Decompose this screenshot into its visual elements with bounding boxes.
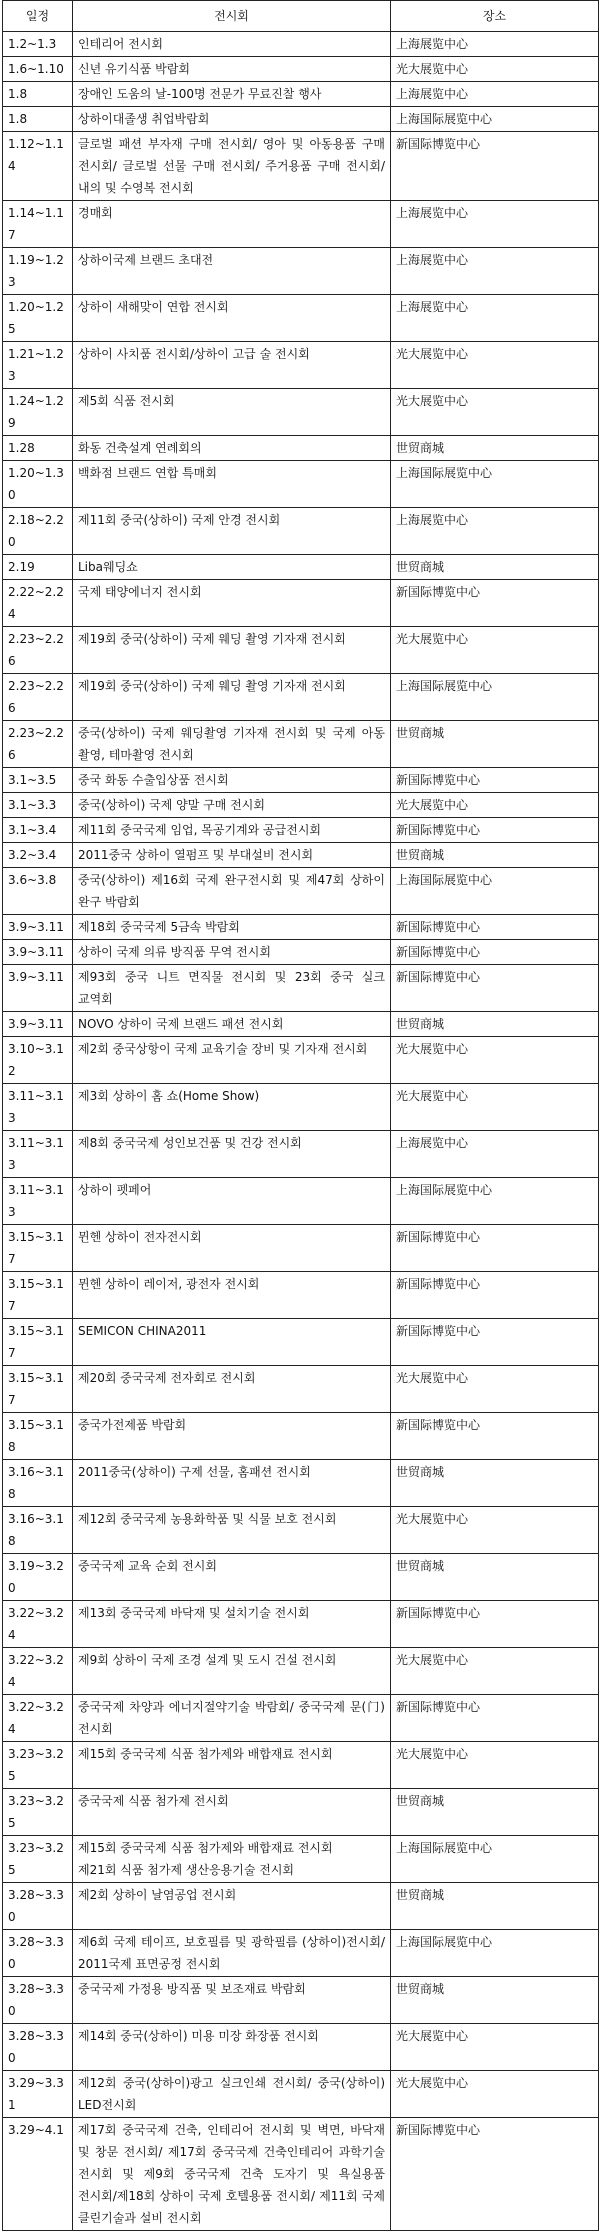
exhibition-cell: 백화점 브랜드 연합 특매회	[73, 461, 391, 508]
table-row	[3, 965, 599, 1012]
date-cell: 3.23~3.25	[3, 1789, 73, 1836]
table-row	[3, 1695, 599, 1742]
date-cell: 3.15~3.17	[3, 1272, 73, 1319]
header-row	[3, 1, 599, 32]
table-row	[3, 1319, 599, 1366]
table-row	[3, 1789, 599, 1836]
date-cell: 1.12~1.14	[3, 132, 73, 201]
table-row	[3, 1272, 599, 1319]
exhibition-cell: 제15회 중국국제 식품 첨가제와 배합재료 전시회 제21회 식품 첨가제 생산응용기술 전시회	[73, 1836, 391, 1883]
venue-cell: 新国际博览中心	[391, 940, 599, 965]
date-cell: 2.23~2.26	[3, 627, 73, 674]
date-cell: 3.9~3.11	[3, 940, 73, 965]
venue-cell: 上海展览中心	[391, 248, 599, 295]
table-row	[3, 1601, 599, 1648]
venue-cell: 新国际博览中心	[391, 1272, 599, 1319]
table-row	[3, 1037, 599, 1084]
venue-cell: 上海展览中心	[391, 295, 599, 342]
table-row	[3, 508, 599, 555]
table-row	[3, 915, 599, 940]
venue-cell: 上海国际展览中心	[391, 1178, 599, 1225]
venue-cell: 世贸商城	[391, 1460, 599, 1507]
venue-cell: 光大展览中心	[391, 1084, 599, 1131]
venue-cell: 新国际博览中心	[391, 2118, 599, 2231]
date-cell: 1.8	[3, 107, 73, 132]
date-cell: 1.19~1.23	[3, 248, 73, 295]
venue-cell: 光大展览中心	[391, 793, 599, 818]
table-row	[3, 295, 599, 342]
exhibition-cell: 화동 건축설계 연례회의	[73, 436, 391, 461]
table-row	[3, 1413, 599, 1460]
table-row	[3, 1131, 599, 1178]
date-cell: 1.21~1.23	[3, 342, 73, 389]
table-row	[3, 201, 599, 248]
date-cell: 3.29~4.1	[3, 2118, 73, 2231]
exhibition-cell: 상하이국제 브랜드 초대전	[73, 248, 391, 295]
venue-cell: 新国际博览中心	[391, 1225, 599, 1272]
venue-cell: 世贸商城	[391, 1012, 599, 1037]
venue-cell: 世贸商城	[391, 721, 599, 768]
venue-cell: 上海国际展览中心	[391, 1930, 599, 1977]
date-cell: 1.24~1.29	[3, 389, 73, 436]
exhibition-cell: 뮌헨 상하이 레이저, 광전자 전시회	[73, 1272, 391, 1319]
table-row	[3, 868, 599, 915]
exhibition-cell: 제13회 중국국제 바닥재 및 설치기술 전시회	[73, 1601, 391, 1648]
venue-cell: 新国际博览中心	[391, 580, 599, 627]
table-row	[3, 627, 599, 674]
table-row	[3, 1648, 599, 1695]
venue-cell: 世贸商城	[391, 843, 599, 868]
exhibition-cell: 제3회 상하이 홈 쇼(Home Show)	[73, 1084, 391, 1131]
date-cell: 3.28~3.30	[3, 1930, 73, 1977]
date-cell: 3.10~3.12	[3, 1037, 73, 1084]
exhibition-cell: 중국국제 차양과 에너지절약기술 박람회/ 중국국제 문(门) 전시회	[73, 1695, 391, 1742]
exhibition-cell: 제12회 중국(상하이)광고 실크인쇄 전시회/ 중국(상하이) LED전시회	[73, 2071, 391, 2118]
table-row	[3, 1366, 599, 1413]
venue-cell: 新国际博览中心	[391, 1601, 599, 1648]
exhibition-cell: 제12회 중국국제 농용화학품 및 식물 보호 전시회	[73, 1507, 391, 1554]
exhibition-cell: 제6회 국제 테이프, 보호필름 및 광학필름 (상하이)전시회/ 2011국제 표면공정 전시회	[73, 1930, 391, 1977]
exhibition-cell: 중국 화동 수출입상품 전시회	[73, 768, 391, 793]
date-cell: 3.16~3.18	[3, 1460, 73, 1507]
table-row	[3, 2071, 599, 2118]
table-row	[3, 1225, 599, 1272]
schedule-body	[3, 32, 599, 2231]
table-row	[3, 1178, 599, 1225]
date-cell: 1.6~1.10	[3, 57, 73, 82]
venue-cell: 光大展览中心	[391, 1648, 599, 1695]
venue-cell: 光大展览中心	[391, 2024, 599, 2071]
table-row	[3, 32, 599, 57]
venue-column-header: 장소	[391, 1, 599, 32]
date-cell: 2.23~2.26	[3, 721, 73, 768]
exhibition-cell: 제20회 중국국제 전자회로 전시회	[73, 1366, 391, 1413]
date-cell: 2.23~2.26	[3, 674, 73, 721]
exhibition-cell: NOVO 상하이 국제 브랜드 패션 전시회	[73, 1012, 391, 1037]
table-row	[3, 132, 599, 201]
venue-cell: 光大展览中心	[391, 1366, 599, 1413]
exhibition-cell: 중국국제 교육 순회 전시회	[73, 1554, 391, 1601]
exhibition-cell: 국제 태양에너지 전시회	[73, 580, 391, 627]
venue-cell: 上海国际展览中心	[391, 674, 599, 721]
exhibition-cell: 제15회 중국국제 식품 첨가제와 배합재료 전시회	[73, 1742, 391, 1789]
exhibition-cell: 신년 유기식품 박람회	[73, 57, 391, 82]
date-cell: 1.8	[3, 82, 73, 107]
exhibition-cell: 제14회 중국(상하이) 미용 미장 화장품 전시회	[73, 2024, 391, 2071]
venue-cell: 世贸商城	[391, 555, 599, 580]
table-row	[3, 1084, 599, 1131]
date-cell: 1.28	[3, 436, 73, 461]
venue-cell: 光大展览中心	[391, 1742, 599, 1789]
exhibition-cell: 경매회	[73, 201, 391, 248]
date-cell: 3.15~3.18	[3, 1413, 73, 1460]
exhibition-cell: 상하이 사치품 전시회/상하이 고급 술 전시회	[73, 342, 391, 389]
exhibition-cell: 제19회 중국(상하이) 국제 웨딩 촬영 기자재 전시회	[73, 674, 391, 721]
table-row	[3, 818, 599, 843]
exhibition-cell: 제5회 식품 전시회	[73, 389, 391, 436]
exhibition-cell: 제2회 상하이 날염공업 전시회	[73, 1883, 391, 1930]
table-row	[3, 389, 599, 436]
exhibition-cell: SEMICON CHINA2011	[73, 1319, 391, 1366]
date-cell: 3.16~3.18	[3, 1507, 73, 1554]
exhibition-cell: 제93회 중국 니트 면직물 전시회 및 23회 중국 실크 교역회	[73, 965, 391, 1012]
venue-cell: 新国际博览中心	[391, 132, 599, 201]
date-cell: 3.11~3.13	[3, 1178, 73, 1225]
date-cell: 3.29~3.31	[3, 2071, 73, 2118]
table-row	[3, 940, 599, 965]
venue-cell: 上海国际展览中心	[391, 107, 599, 132]
table-row	[3, 793, 599, 818]
exhibition-cell: 중국국제 가정용 방직품 및 보조재료 박람회	[73, 1977, 391, 2024]
table-row	[3, 674, 599, 721]
date-cell: 3.2~3.4	[3, 843, 73, 868]
venue-cell: 光大展览中心	[391, 342, 599, 389]
exhibition-column-header: 전시회	[73, 1, 391, 32]
table-row	[3, 2118, 599, 2231]
date-cell: 2.22~2.24	[3, 580, 73, 627]
date-cell: 3.9~3.11	[3, 915, 73, 940]
exhibition-cell: Liba웨딩쇼	[73, 555, 391, 580]
date-cell: 1.20~1.25	[3, 295, 73, 342]
table-row	[3, 843, 599, 868]
date-cell: 3.6~3.8	[3, 868, 73, 915]
exhibition-cell: 상하이대졸생 취업박람회	[73, 107, 391, 132]
table-row	[3, 82, 599, 107]
venue-cell: 新国际博览中心	[391, 768, 599, 793]
date-cell: 3.23~3.25	[3, 1836, 73, 1883]
exhibition-cell: 상하이 국제 의류 방직품 무역 전시회	[73, 940, 391, 965]
venue-cell: 上海展览中心	[391, 32, 599, 57]
date-cell: 3.15~3.17	[3, 1366, 73, 1413]
date-cell: 3.28~3.30	[3, 1883, 73, 1930]
exhibition-cell: 제11회 중국(상하이) 국제 안경 전시회	[73, 508, 391, 555]
venue-cell: 光大展览中心	[391, 1507, 599, 1554]
exhibition-cell: 장애인 도움의 날-100명 전문가 무료진찰 행사	[73, 82, 391, 107]
venue-cell: 光大展览中心	[391, 57, 599, 82]
table-row	[3, 555, 599, 580]
date-cell: 3.11~3.13	[3, 1131, 73, 1178]
date-column-header: 일정	[3, 1, 73, 32]
exhibition-cell: 중국(상하이) 제16회 국제 완구전시회 및 제47회 상하이 완구 박람회	[73, 868, 391, 915]
table-row	[3, 342, 599, 389]
exhibition-cell: 제19회 중국(상하이) 국제 웨딩 촬영 기자재 전시회	[73, 627, 391, 674]
date-cell: 3.28~3.30	[3, 2024, 73, 2071]
exhibition-schedule-table	[2, 0, 599, 2231]
table-row	[3, 1507, 599, 1554]
table-row	[3, 721, 599, 768]
exhibition-schedule-sheet	[2, 0, 598, 2231]
date-cell: 3.22~3.24	[3, 1648, 73, 1695]
table-row	[3, 248, 599, 295]
venue-cell: 新国际博览中心	[391, 965, 599, 1012]
venue-cell: 新国际博览中心	[391, 915, 599, 940]
exhibition-cell: 2011중국 상하이 열펌프 및 부대설비 전시회	[73, 843, 391, 868]
date-cell: 1.2~1.3	[3, 32, 73, 57]
date-cell: 3.1~3.4	[3, 818, 73, 843]
venue-cell: 上海展览中心	[391, 82, 599, 107]
venue-cell: 上海展览中心	[391, 1131, 599, 1178]
venue-cell: 世贸商城	[391, 436, 599, 461]
date-cell: 3.23~3.25	[3, 1742, 73, 1789]
venue-cell: 新国际博览中心	[391, 818, 599, 843]
venue-cell: 上海展览中心	[391, 508, 599, 555]
date-cell: 3.28~3.30	[3, 1977, 73, 2024]
date-cell: 3.22~3.24	[3, 1695, 73, 1742]
table-row	[3, 1012, 599, 1037]
table-row	[3, 1930, 599, 1977]
venue-cell: 光大展览中心	[391, 2071, 599, 2118]
exhibition-cell: 상하이 펫페어	[73, 1178, 391, 1225]
table-row	[3, 1977, 599, 2024]
exhibition-cell: 제2회 중국상항이 국제 교육기술 장비 및 기자재 전시회	[73, 1037, 391, 1084]
date-cell: 3.1~3.5	[3, 768, 73, 793]
exhibition-cell: 중국(상하이) 국제 양말 구매 전시회	[73, 793, 391, 818]
exhibition-cell: 중국가전제품 박람회	[73, 1413, 391, 1460]
venue-cell: 新国际博览中心	[391, 1319, 599, 1366]
table-row	[3, 1554, 599, 1601]
exhibition-cell: 중국국제 식품 첨가제 전시회	[73, 1789, 391, 1836]
date-cell: 3.11~3.13	[3, 1084, 73, 1131]
table-row	[3, 1742, 599, 1789]
table-row	[3, 57, 599, 82]
venue-cell: 上海国际展览中心	[391, 461, 599, 508]
exhibition-cell: 제18회 중국국제 5금속 박람회	[73, 915, 391, 940]
exhibition-cell: 제8회 중국국제 성인보건품 및 건강 전시회	[73, 1131, 391, 1178]
date-cell: 1.20~1.30	[3, 461, 73, 508]
table-row	[3, 768, 599, 793]
venue-cell: 上海国际展览中心	[391, 868, 599, 915]
date-cell: 3.19~3.20	[3, 1554, 73, 1601]
venue-cell: 光大展览中心	[391, 627, 599, 674]
venue-cell: 世贸商城	[391, 1977, 599, 2024]
exhibition-cell: 제9회 상하이 국제 조경 설계 및 도시 건설 전시회	[73, 1648, 391, 1695]
date-cell: 3.15~3.17	[3, 1225, 73, 1272]
date-cell: 1.14~1.17	[3, 201, 73, 248]
venue-cell: 上海展览中心	[391, 201, 599, 248]
exhibition-cell: 상하이 새해맞이 연합 전시회	[73, 295, 391, 342]
venue-cell: 世贸商城	[391, 1883, 599, 1930]
exhibition-cell: 뮌헨 상하이 전자전시회	[73, 1225, 391, 1272]
exhibition-cell: 인테리어 전시회	[73, 32, 391, 57]
date-cell: 3.9~3.11	[3, 965, 73, 1012]
date-cell: 2.18~2.20	[3, 508, 73, 555]
exhibition-cell: 제17회 중국국제 건축, 인테리어 전시회 및 벽면, 바닥재 및 창문 전시회/ 제17회 중국국제 건축인테리어 과학기술 전시회 및 제9회 중국국제 건축 도자기 및 욕실용품 전시회/제18회 상하이 국제 호텔용품 전시회/ 제11회 국제 클린기술과 설비 전시회	[73, 2118, 391, 2231]
venue-cell: 新国际博览中心	[391, 1695, 599, 1742]
table-row	[3, 461, 599, 508]
table-row	[3, 107, 599, 132]
venue-cell: 新国际博览中心	[391, 1413, 599, 1460]
date-cell: 2.19	[3, 555, 73, 580]
exhibition-cell: 중국(상하이) 국제 웨딩촬영 기자재 전시회 및 국제 아동 촬영, 테마촬영 전시회	[73, 721, 391, 768]
date-cell: 3.15~3.17	[3, 1319, 73, 1366]
date-cell: 3.9~3.11	[3, 1012, 73, 1037]
venue-cell: 光大展览中心	[391, 1037, 599, 1084]
venue-cell: 世贸商城	[391, 1554, 599, 1601]
table-row	[3, 1836, 599, 1883]
venue-cell: 上海国际展览中心	[391, 1836, 599, 1883]
date-cell: 3.1~3.3	[3, 793, 73, 818]
venue-cell: 光大展览中心	[391, 389, 599, 436]
date-cell: 3.22~3.24	[3, 1601, 73, 1648]
table-row	[3, 1883, 599, 1930]
exhibition-cell: 2011중국(상하이) 구제 선물, 홈패션 전시회	[73, 1460, 391, 1507]
table-row	[3, 2024, 599, 2071]
exhibition-cell: 글로벌 패션 부자재 구매 전시회/ 영아 및 아동용품 구매 전시회/ 글로벌 선물 구매 전시회/ 주거용품 구매 전시회/ 내의 및 수영복 전시회	[73, 132, 391, 201]
table-row	[3, 436, 599, 461]
exhibition-cell: 제11회 중국국제 임업, 목공기계와 공급전시회	[73, 818, 391, 843]
table-row	[3, 580, 599, 627]
venue-cell: 世贸商城	[391, 1789, 599, 1836]
table-row	[3, 1460, 599, 1507]
